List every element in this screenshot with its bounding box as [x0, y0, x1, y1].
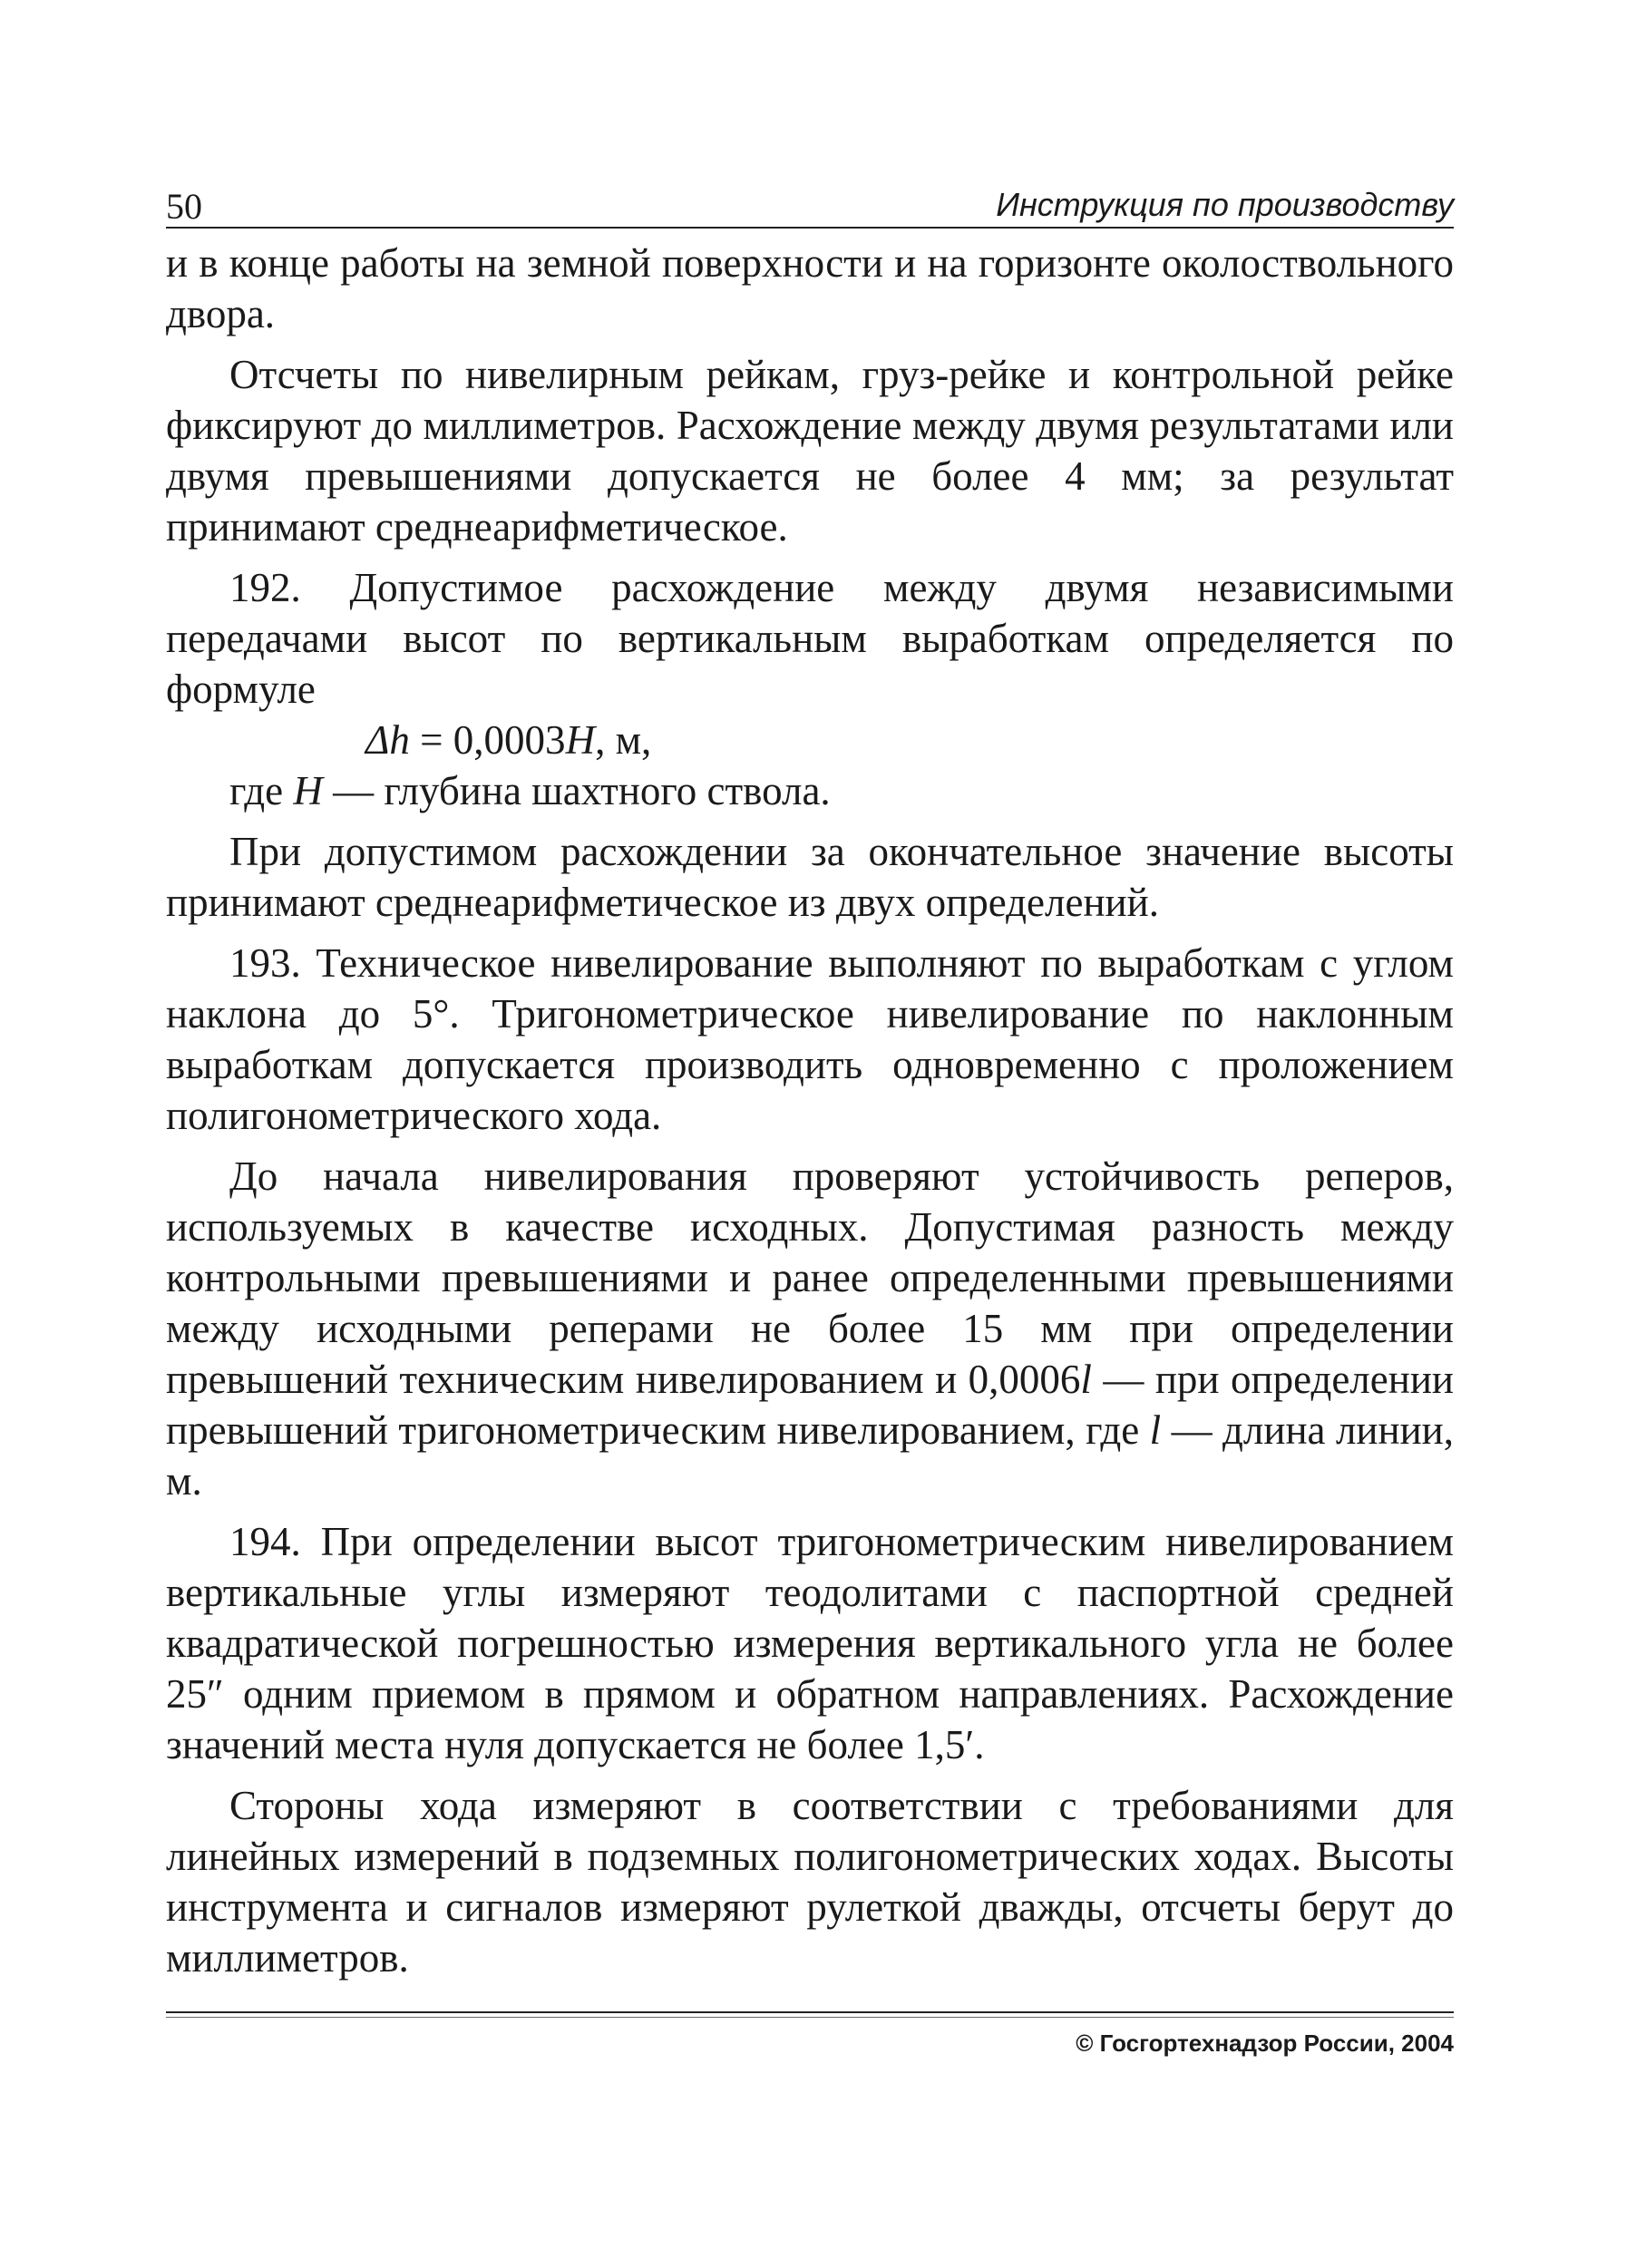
paragraph-sides: Стороны хода измеряют в соответствии с требованиями для линейных измерений в подземных полигонометрических ходах. Высоты инструмента и сигналов измеряют рулеткой дважды, отсчеты берут до миллиметров.: [166, 1783, 1454, 1981]
formula: [166, 715, 1454, 765]
control-text-3: — длина линии, м.: [166, 1407, 1454, 1504]
page-number: 50: [166, 186, 202, 227]
paragraph-continuation: и в конце работы на земной поверхности и на горизонте околоствольного двора.: [166, 240, 1454, 336]
control-text-1: До начала нивелирования проверяют устойчивость реперов, используемых в качестве исходных. Допустимая разность между контрольными превышениями и ранее определенными превышениями между исходными реперами не более 15 мм при определении превышений техническим нивелированием и 0,0006: [166, 1153, 1454, 1402]
control-var-2: l: [1149, 1407, 1162, 1453]
formula-lhs: Δh: [365, 717, 410, 763]
where-var: H: [293, 768, 323, 813]
control-text-2: — при определении превышений тригонометрическим нивелированием, где: [166, 1357, 1454, 1453]
formula-unit: , м,: [595, 717, 652, 763]
paragraph-193: 193. Техническое нивелирование выполняют по выработкам с углом наклона до 5°. Тригонометрическое нивелирование по наклонным выработкам допускается производить одновременно с проложением полигонометрического хода.: [166, 940, 1454, 1138]
formula-where: [166, 765, 1454, 816]
where-prefix: где: [229, 768, 294, 813]
copyright-notice: © Госгортехнадзор России, 2004: [1076, 2030, 1454, 2057]
paragraph-194: 194. При определении высот тригонометрическим нивелированием вертикальные углы измеряют теодолитами с паспортной средней квадратической погрешностью измерения вертикального угла не более 25″ одним приемом в прямом и обратном направлениях. Расхождение значений места нуля допускается не более 1,5′.: [166, 1519, 1454, 1767]
paragraph-final-value: При допустимом расхождении за окончательное значение высоты принимают среднеарифметическое из двух определений.: [166, 829, 1454, 925]
paragraph-192: 192. Допустимое расхождение между двумя независимыми передачами высот по вертикальным выработкам определяется по формуле: [166, 565, 1454, 712]
control-var-1: l: [1080, 1357, 1092, 1402]
page-body: [166, 238, 1454, 1983]
paragraph-readings: Отсчеты по нивелирным рейкам, груз-рейке и контрольной рейке фиксируют до миллиметров. Расхождение между двумя результатами или двумя превышениями допускается не более 4 мм; за результат принимают среднеарифметическое.: [166, 352, 1454, 550]
footer-rule-thin: [166, 2017, 1454, 2018]
where-text: — глубина шахтного ствола.: [322, 768, 831, 813]
formula-eq: = 0,0003: [409, 717, 566, 763]
formula-var: H: [565, 717, 596, 763]
page-header: [166, 180, 1454, 229]
running-title: Инструкция по производству: [996, 186, 1454, 223]
footer-rule: [166, 2011, 1454, 2013]
paragraph-control: [166, 1151, 1454, 1506]
